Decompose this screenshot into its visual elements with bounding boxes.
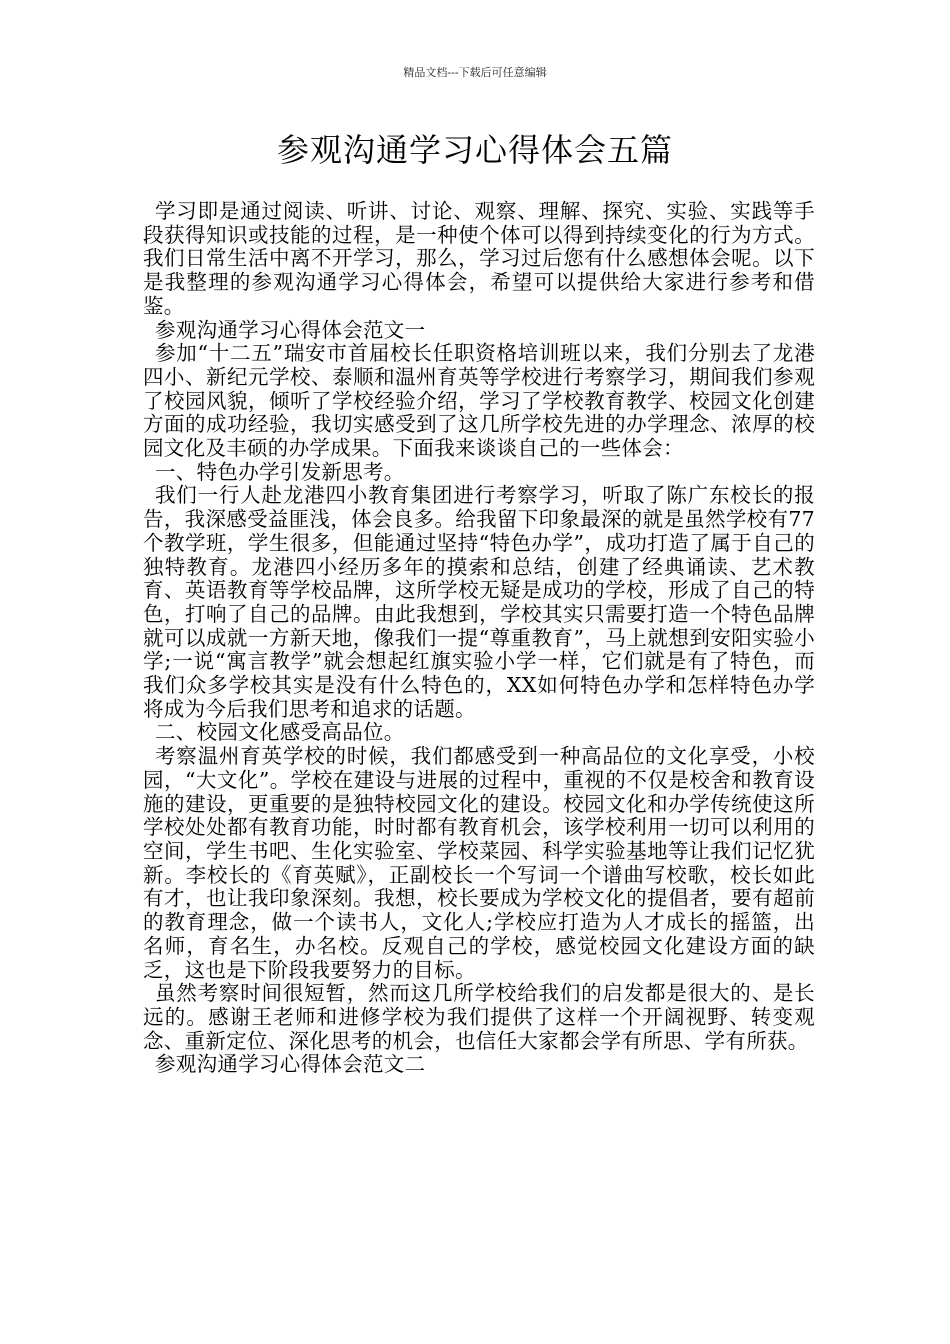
subheading-2: 二、校园文化感受高品位。 <box>155 720 405 745</box>
section-heading-sample-2: 参观沟通学习心得体会范文二 <box>155 1052 426 1077</box>
document-body <box>143 200 815 1077</box>
body-paragraph: 考察温州育英学校的时候，我们都感受到一种高品位的文化享受，小校园，“大文化”。学校在建设与进展的过程中，重视的不仅是校舍和教育设施的建设，更重要的是独特校园文化的建设。校园文化和办学传统使这所学校处处都有教育功能，时时都有教育机会，该学校利用一切可以利用的空间，学生书吧、生化实验室、学校菜园、科学实验基地等让我们记忆犹新。李校长的《育英赋》，正副校长一个写词一个谱曲写校歌，校长如此有才，也让我印象深刻。我想，校长要成为学校文化的提倡者，要有超前的教育理念，做一个读书人，文化人;学校应打造为人才成长的摇篮，出名师，育名生，办名校。反观自己的学校，感觉校园文化建设方面的缺乏，这也是下阶段我要努力的目标。 <box>143 744 815 982</box>
document-title: 参观沟通学习心得体会五篇 <box>276 131 673 169</box>
body-paragraph: 我们一行人赴龙港四小教育集团进行考察学习，听取了陈广东校长的报告，我深感受益匪浅，体会良多。给我留下印象最深的就是虽然学校有77个教学班，学生很多，但能通过坚持“特色办学”，成功打造了属于自己的独特教育。龙港四小经历多年的摸索和总结，创建了经典诵读、艺术教育、英语教育等学校品牌，这所学校无疑是成功的学校，形成了自己的特色，打响了自己的品牌。由此我想到，学校其实只需要打造一个特色品牌就可以成就一方新天地，像我们一提“尊重教育”，马上就想到安阳实验小学;一说“寓言教学”就会想起红旗实验小学一样，它们就是有了特色，而我们众多学校其实是没有什么特色的，XX如何特色办学和怎样特色办学将成为今后我们思考和追求的话题。 <box>143 483 815 721</box>
header-note: 精品文档---下载后可任意编辑 <box>403 66 547 79</box>
body-paragraph: 参加“十二五”瑞安市首届校长任职资格培训班以来，我们分别去了龙港四小、新纪元学校、泰顺和温州育英等学校进行考察学习，期间我们参观了校园风貌，倾听了学校经验介绍，学习了学校教育教学、校园文化创建方面的成功经验，我切实感受到了这几所学校先进的办学理念、浓厚的校园文化及丰硕的办学成果。下面我来谈谈自己的一些体会： <box>143 341 815 461</box>
subheading-1: 一、特色办学引发新思考。 <box>155 459 405 484</box>
body-paragraph: 虽然考察时间很短暂，然而这几所学校给我们的启发都是很大的、是长远的。感谢王老师和进修学校为我们提供了这样一个开阔视野、转变观念、重新定位、深化思考的机会，也信任大家都会学有所思、学有所获。 <box>143 981 815 1053</box>
intro-paragraph: 学习即是通过阅读、听讲、讨论、观察、理解、探究、实验、实践等手段获得知识或技能的过程，是一种使个体可以得到持续变化的行为方式。我们日常生活中离不开学习，那么，学习过后您有什么感想体会呢。以下是我整理的参观沟通学习心得体会，希望可以提供给大家进行参考和借鉴。 <box>143 199 815 318</box>
section-heading-sample-1: 参观沟通学习心得体会范文一 <box>155 317 426 342</box>
